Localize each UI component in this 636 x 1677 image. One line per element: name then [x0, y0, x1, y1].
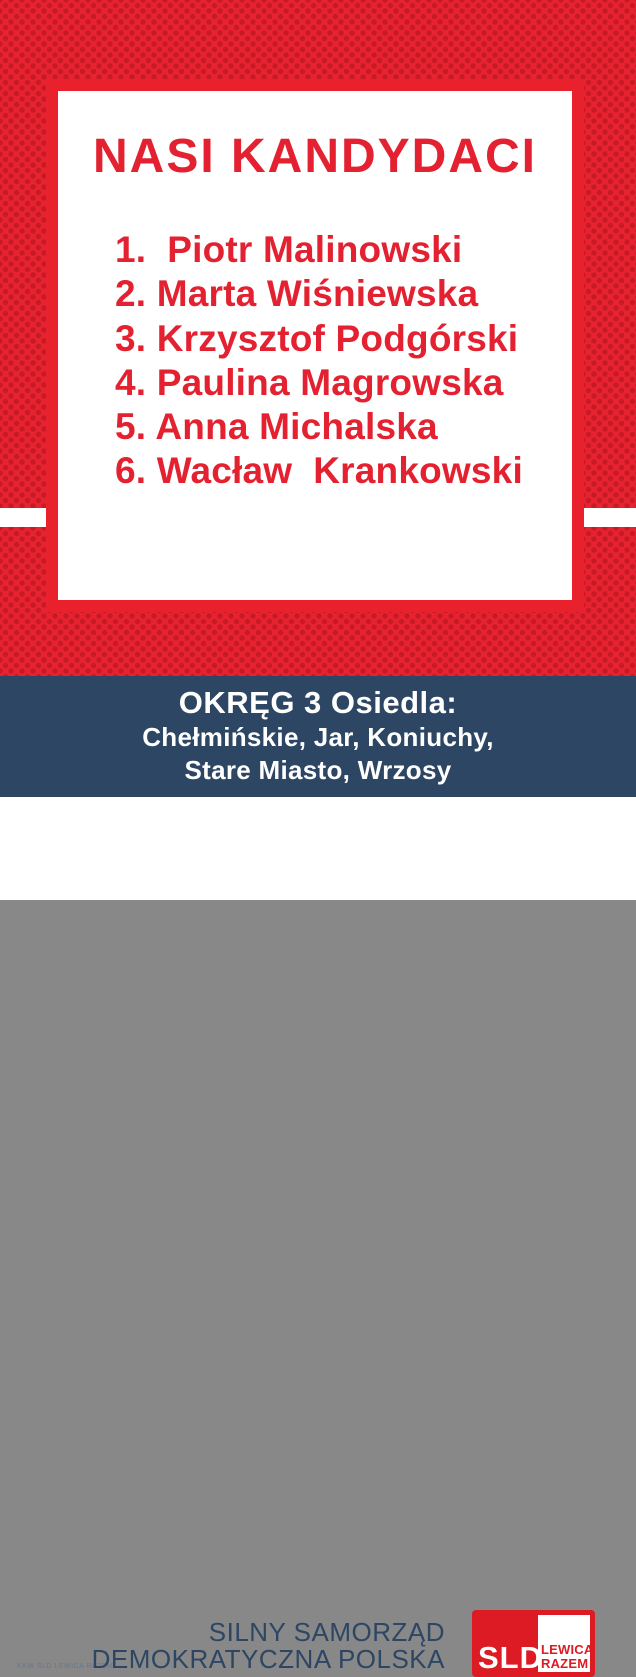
slogan-line-2: DEMOKRATYCZNA POLSKA [91, 1644, 445, 1674]
footer [0, 797, 636, 1675]
dotted-red-background [0, 0, 636, 676]
candidate-list [115, 228, 523, 494]
district-line-1: Chełmińskie, Jar, Koniuchy, [142, 722, 494, 752]
campaign-slogan [92, 1619, 445, 1673]
candidate-item-1: 1. Piotr Malinowski [115, 229, 463, 270]
logo-razem-text: RAZEM [541, 1656, 589, 1671]
district-band [0, 676, 636, 797]
sld-logo-text: SLD [478, 1640, 543, 1675]
logo-lewica-text: LEWICA [541, 1642, 594, 1657]
committee-credit: KKW SLD LEWICA RAZEM [17, 1663, 114, 1670]
sld-logo-lewica-razem [541, 1643, 593, 1671]
candidate-item-5: 5. Anna Michalska [115, 406, 438, 448]
district-line-2: Stare Miasto, Wrzosy [184, 755, 452, 785]
candidate-item-3: 3. Krzysztof Podgórski [115, 317, 519, 359]
candidates-card [46, 79, 584, 612]
sld-logo [472, 1610, 595, 1677]
candidate-item-2: 2. Marta Wiśniewska [115, 273, 479, 315]
poster-title: NASI KANDYDACI [92, 130, 537, 183]
slogan-line-1: SILNY SAMORZĄD [208, 1617, 445, 1647]
sld-logo-white-panel [538, 1615, 594, 1672]
candidate-item-6: 6. Wacław Krankowski [115, 450, 523, 492]
candidate-item-4: 4. Paulina Magrowska [115, 361, 504, 403]
district-heading: OKRĘG 3 Osiedla: [178, 685, 458, 720]
